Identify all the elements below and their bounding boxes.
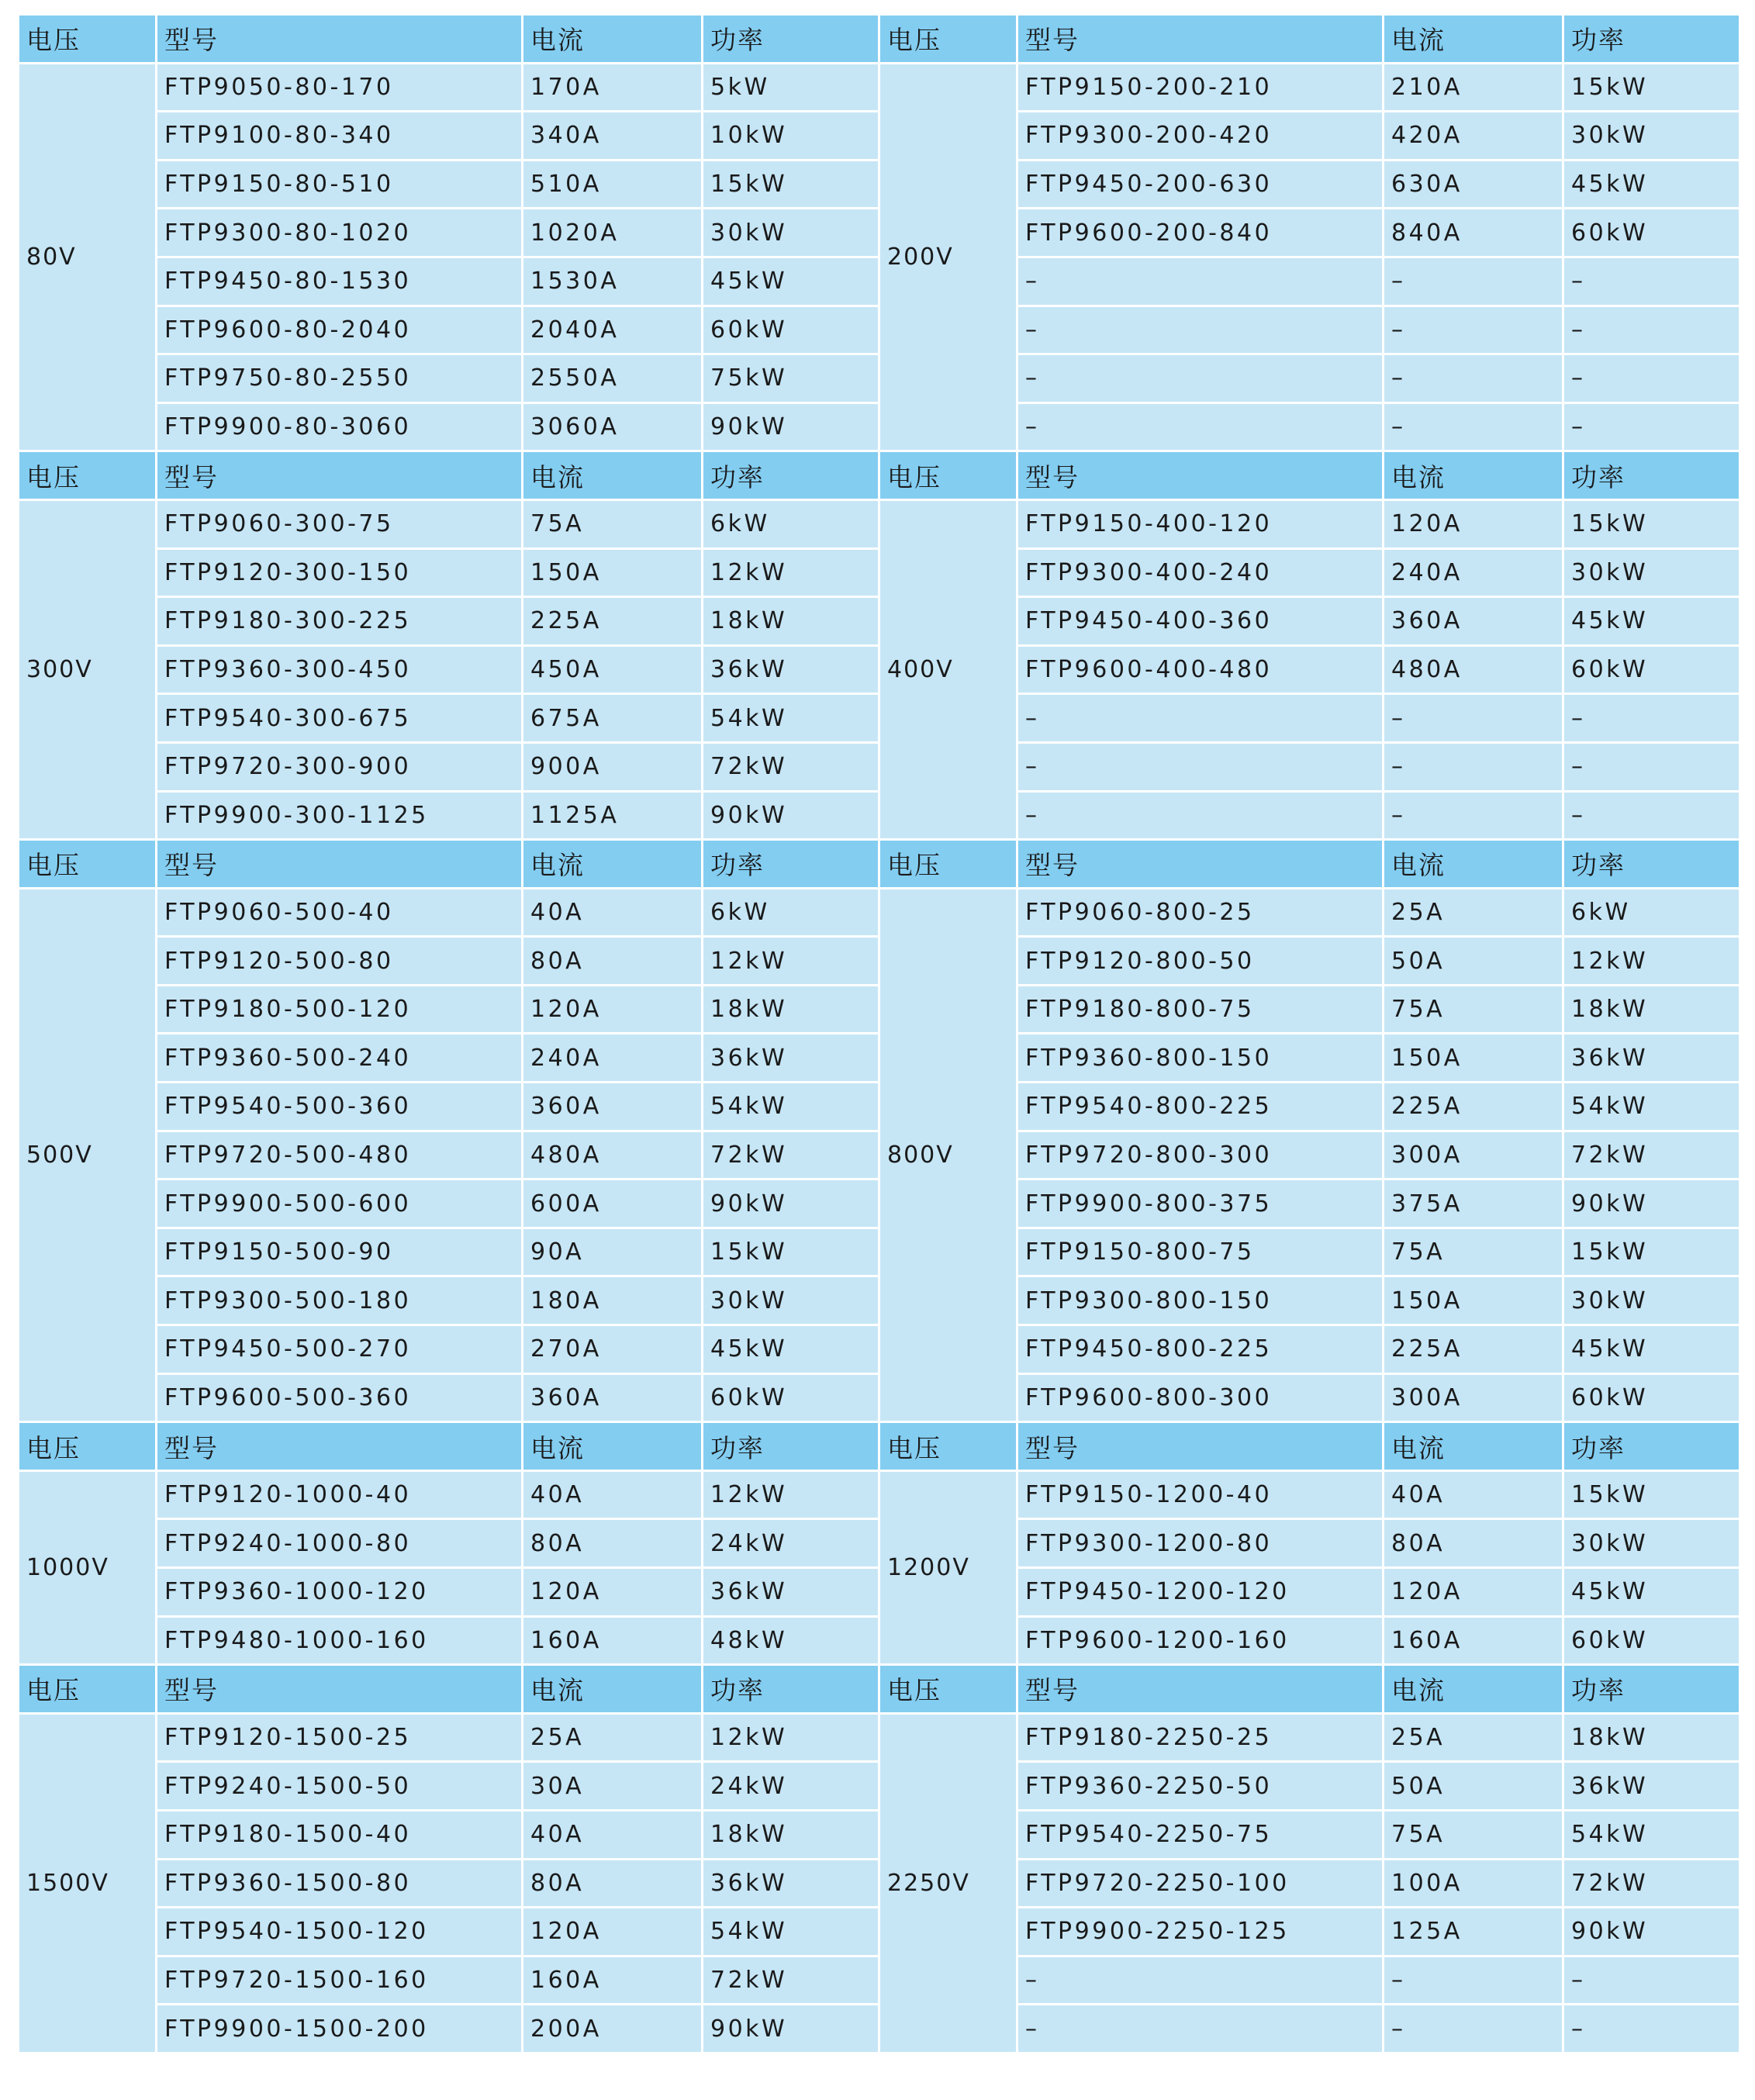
left-model-cell: FTP9240-1000-80: [157, 1519, 523, 1568]
right-power-cell: –: [1563, 257, 1740, 306]
table-row: [19, 1470, 1740, 1519]
left-voltage-cell: 500V: [19, 888, 157, 1422]
right-current-cell: 40A: [1384, 1470, 1563, 1519]
left-current-cell: 510A: [523, 160, 703, 209]
left-current-cell: 170A: [523, 63, 703, 112]
left-current-cell: 1530A: [523, 257, 703, 306]
left-current-cell: 3060A: [523, 402, 703, 451]
right-current-cell: 120A: [1384, 1568, 1563, 1617]
right-model-cell: –: [1017, 257, 1384, 306]
current-header: 电流: [523, 840, 703, 889]
left-power-cell: 30kW: [703, 1276, 879, 1325]
right-power-cell: 72kW: [1563, 1131, 1740, 1180]
current-header: 电流: [523, 1422, 703, 1471]
left-model-cell: FTP9540-300-675: [157, 694, 523, 743]
right-current-cell: 80A: [1384, 1519, 1563, 1568]
right-model-cell: –: [1017, 354, 1384, 403]
right-model-cell: FTP9720-2250-100: [1017, 1859, 1384, 1908]
right-model-cell: FTP9360-800-150: [1017, 1034, 1384, 1083]
right-model-cell: –: [1017, 306, 1384, 354]
left-power-cell: 60kW: [703, 306, 879, 354]
left-model-cell: FTP9300-80-1020: [157, 209, 523, 257]
left-power-cell: 15kW: [703, 160, 879, 209]
left-power-cell: 45kW: [703, 1325, 879, 1374]
left-model-cell: FTP9750-80-2550: [157, 354, 523, 403]
right-power-cell: 30kW: [1563, 112, 1740, 161]
left-power-cell: 72kW: [703, 742, 879, 791]
right-power-cell: –: [1563, 1956, 1740, 2005]
power-header: 功率: [1563, 1422, 1740, 1471]
right-power-cell: 36kW: [1563, 1034, 1740, 1083]
right-current-cell: 300A: [1384, 1373, 1563, 1422]
power-header: 功率: [703, 451, 879, 500]
section-header-row: [19, 451, 1740, 500]
voltage-header: 电压: [19, 1422, 157, 1471]
left-power-cell: 6kW: [703, 888, 879, 937]
right-current-cell: 125A: [1384, 1908, 1563, 1957]
right-model-cell: FTP9150-200-210: [1017, 63, 1384, 112]
right-current-cell: –: [1384, 306, 1563, 354]
left-power-cell: 60kW: [703, 1373, 879, 1422]
right-power-cell: 60kW: [1563, 1373, 1740, 1422]
left-power-cell: 12kW: [703, 1713, 879, 1762]
left-model-cell: FTP9450-80-1530: [157, 257, 523, 306]
power-header: 功率: [1563, 840, 1740, 889]
power-header: 功率: [703, 15, 879, 64]
right-current-cell: 25A: [1384, 1713, 1563, 1762]
left-model-cell: FTP9060-300-75: [157, 499, 523, 548]
left-model-cell: FTP9540-1500-120: [157, 1908, 523, 1957]
model-header: 型号: [157, 1665, 523, 1714]
left-model-cell: FTP9600-80-2040: [157, 306, 523, 354]
right-current-cell: 240A: [1384, 548, 1563, 597]
left-current-cell: 225A: [523, 597, 703, 646]
right-power-cell: 60kW: [1563, 645, 1740, 694]
right-power-cell: –: [1563, 742, 1740, 791]
left-current-cell: 30A: [523, 1762, 703, 1811]
right-current-cell: 75A: [1384, 985, 1563, 1034]
left-current-cell: 450A: [523, 645, 703, 694]
left-power-cell: 54kW: [703, 1908, 879, 1957]
right-current-cell: –: [1384, 402, 1563, 451]
right-model-cell: FTP9150-800-75: [1017, 1228, 1384, 1276]
model-header: 型号: [157, 451, 523, 500]
current-header: 电流: [1384, 840, 1563, 889]
model-header: 型号: [1017, 1422, 1384, 1471]
right-current-cell: –: [1384, 354, 1563, 403]
left-current-cell: 90A: [523, 1228, 703, 1276]
right-model-cell: FTP9060-800-25: [1017, 888, 1384, 937]
right-current-cell: 225A: [1384, 1325, 1563, 1374]
right-model-cell: FTP9450-200-630: [1017, 160, 1384, 209]
right-model-cell: FTP9180-2250-25: [1017, 1713, 1384, 1762]
right-model-cell: FTP9600-400-480: [1017, 645, 1384, 694]
left-power-cell: 54kW: [703, 694, 879, 743]
voltage-header: 电压: [879, 451, 1017, 500]
left-model-cell: FTP9720-1500-160: [157, 1956, 523, 2005]
right-power-cell: –: [1563, 791, 1740, 840]
left-model-cell: FTP9300-500-180: [157, 1276, 523, 1325]
left-current-cell: 270A: [523, 1325, 703, 1374]
left-current-cell: 600A: [523, 1180, 703, 1228]
left-model-cell: FTP9100-80-340: [157, 112, 523, 161]
left-current-cell: 120A: [523, 985, 703, 1034]
left-current-cell: 80A: [523, 937, 703, 986]
left-power-cell: 90kW: [703, 1180, 879, 1228]
right-model-cell: FTP9150-1200-40: [1017, 1470, 1384, 1519]
power-header: 功率: [1563, 15, 1740, 64]
left-model-cell: FTP9180-1500-40: [157, 1810, 523, 1859]
left-model-cell: FTP9360-1000-120: [157, 1568, 523, 1617]
left-model-cell: FTP9480-1000-160: [157, 1616, 523, 1665]
right-current-cell: –: [1384, 791, 1563, 840]
left-model-cell: FTP9150-80-510: [157, 160, 523, 209]
left-model-cell: FTP9450-500-270: [157, 1325, 523, 1374]
power-header: 功率: [703, 1422, 879, 1471]
section-header-row: [19, 15, 1740, 64]
table-row: [19, 63, 1740, 112]
right-voltage-cell: 200V: [879, 63, 1017, 451]
left-power-cell: 18kW: [703, 985, 879, 1034]
left-power-cell: 15kW: [703, 1228, 879, 1276]
left-current-cell: 180A: [523, 1276, 703, 1325]
right-current-cell: 375A: [1384, 1180, 1563, 1228]
right-model-cell: –: [1017, 742, 1384, 791]
left-model-cell: FTP9360-1500-80: [157, 1859, 523, 1908]
right-power-cell: 15kW: [1563, 1470, 1740, 1519]
right-power-cell: 6kW: [1563, 888, 1740, 937]
left-model-cell: FTP9360-300-450: [157, 645, 523, 694]
voltage-header: 电压: [19, 451, 157, 500]
right-current-cell: 100A: [1384, 1859, 1563, 1908]
right-current-cell: 150A: [1384, 1034, 1563, 1083]
right-power-cell: 45kW: [1563, 1568, 1740, 1617]
voltage-header: 电压: [879, 1665, 1017, 1714]
right-power-cell: 15kW: [1563, 499, 1740, 548]
voltage-header: 电压: [19, 15, 157, 64]
section-header-row: [19, 1422, 1740, 1471]
right-power-cell: 12kW: [1563, 937, 1740, 986]
left-current-cell: 900A: [523, 742, 703, 791]
right-model-cell: FTP9600-1200-160: [1017, 1616, 1384, 1665]
right-current-cell: –: [1384, 742, 1563, 791]
right-power-cell: 45kW: [1563, 597, 1740, 646]
left-power-cell: 24kW: [703, 1519, 879, 1568]
left-power-cell: 10kW: [703, 112, 879, 161]
left-current-cell: 80A: [523, 1859, 703, 1908]
right-current-cell: –: [1384, 1956, 1563, 2005]
left-model-cell: FTP9720-500-480: [157, 1131, 523, 1180]
left-model-cell: FTP9150-500-90: [157, 1228, 523, 1276]
left-power-cell: 48kW: [703, 1616, 879, 1665]
left-current-cell: 2040A: [523, 306, 703, 354]
right-current-cell: –: [1384, 694, 1563, 743]
left-model-cell: FTP9120-300-150: [157, 548, 523, 597]
left-power-cell: 12kW: [703, 937, 879, 986]
left-model-cell: FTP9540-500-360: [157, 1083, 523, 1131]
right-model-cell: –: [1017, 1956, 1384, 2005]
power-supply-spec-table: [17, 13, 1741, 2054]
left-current-cell: 40A: [523, 1810, 703, 1859]
left-current-cell: 120A: [523, 1568, 703, 1617]
left-model-cell: FTP9060-500-40: [157, 888, 523, 937]
model-header: 型号: [1017, 15, 1384, 64]
right-model-cell: –: [1017, 2005, 1384, 2053]
voltage-header: 电压: [879, 840, 1017, 889]
right-model-cell: FTP9360-2250-50: [1017, 1762, 1384, 1811]
right-power-cell: 54kW: [1563, 1810, 1740, 1859]
right-power-cell: –: [1563, 306, 1740, 354]
left-current-cell: 1020A: [523, 209, 703, 257]
right-power-cell: 30kW: [1563, 1276, 1740, 1325]
right-power-cell: 72kW: [1563, 1859, 1740, 1908]
left-current-cell: 360A: [523, 1373, 703, 1422]
right-current-cell: 120A: [1384, 499, 1563, 548]
left-current-cell: 240A: [523, 1034, 703, 1083]
power-header: 功率: [703, 1665, 879, 1714]
right-power-cell: 45kW: [1563, 1325, 1740, 1374]
model-header: 型号: [1017, 451, 1384, 500]
table-row: [19, 499, 1740, 548]
left-model-cell: FTP9360-500-240: [157, 1034, 523, 1083]
left-current-cell: 1125A: [523, 791, 703, 840]
right-voltage-cell: 1200V: [879, 1470, 1017, 1664]
right-current-cell: 360A: [1384, 597, 1563, 646]
left-model-cell: FTP9240-1500-50: [157, 1762, 523, 1811]
left-model-cell: FTP9050-80-170: [157, 63, 523, 112]
table-row: [19, 1713, 1740, 1762]
left-current-cell: 150A: [523, 548, 703, 597]
voltage-header: 电压: [879, 1422, 1017, 1471]
left-power-cell: 36kW: [703, 1568, 879, 1617]
left-power-cell: 30kW: [703, 209, 879, 257]
current-header: 电流: [523, 451, 703, 500]
right-current-cell: 75A: [1384, 1228, 1563, 1276]
right-power-cell: 90kW: [1563, 1180, 1740, 1228]
right-current-cell: –: [1384, 257, 1563, 306]
model-header: 型号: [157, 15, 523, 64]
power-header: 功率: [1563, 1665, 1740, 1714]
section-header-row: [19, 840, 1740, 889]
right-model-cell: FTP9180-800-75: [1017, 985, 1384, 1034]
left-power-cell: 90kW: [703, 791, 879, 840]
right-model-cell: –: [1017, 791, 1384, 840]
left-model-cell: FTP9900-500-600: [157, 1180, 523, 1228]
right-current-cell: 630A: [1384, 160, 1563, 209]
model-header: 型号: [157, 840, 523, 889]
right-power-cell: –: [1563, 354, 1740, 403]
power-header: 功率: [1563, 451, 1740, 500]
right-current-cell: 300A: [1384, 1131, 1563, 1180]
left-current-cell: 360A: [523, 1083, 703, 1131]
left-power-cell: 36kW: [703, 1034, 879, 1083]
right-voltage-cell: 2250V: [879, 1713, 1017, 2053]
left-current-cell: 480A: [523, 1131, 703, 1180]
right-model-cell: FTP9450-1200-120: [1017, 1568, 1384, 1617]
left-current-cell: 675A: [523, 694, 703, 743]
current-header: 电流: [1384, 15, 1563, 64]
right-current-cell: 480A: [1384, 645, 1563, 694]
right-power-cell: –: [1563, 2005, 1740, 2053]
left-model-cell: FTP9180-500-120: [157, 985, 523, 1034]
left-model-cell: FTP9120-1000-40: [157, 1470, 523, 1519]
left-current-cell: 340A: [523, 112, 703, 161]
right-voltage-cell: 800V: [879, 888, 1017, 1422]
left-power-cell: 36kW: [703, 1859, 879, 1908]
left-model-cell: FTP9120-500-80: [157, 937, 523, 986]
right-model-cell: FTP9540-2250-75: [1017, 1810, 1384, 1859]
right-power-cell: 18kW: [1563, 1713, 1740, 1762]
left-voltage-cell: 1500V: [19, 1713, 157, 2053]
right-current-cell: 210A: [1384, 63, 1563, 112]
right-current-cell: 150A: [1384, 1276, 1563, 1325]
left-power-cell: 18kW: [703, 1810, 879, 1859]
right-model-cell: –: [1017, 694, 1384, 743]
left-current-cell: 160A: [523, 1616, 703, 1665]
voltage-header: 电压: [19, 1665, 157, 1714]
left-power-cell: 45kW: [703, 257, 879, 306]
current-header: 电流: [523, 1665, 703, 1714]
right-current-cell: 50A: [1384, 1762, 1563, 1811]
left-model-cell: FTP9900-80-3060: [157, 402, 523, 451]
left-power-cell: 18kW: [703, 597, 879, 646]
right-current-cell: 225A: [1384, 1083, 1563, 1131]
left-power-cell: 72kW: [703, 1956, 879, 2005]
right-current-cell: –: [1384, 2005, 1563, 2053]
left-current-cell: 25A: [523, 1713, 703, 1762]
current-header: 电流: [1384, 1665, 1563, 1714]
left-current-cell: 200A: [523, 2005, 703, 2053]
right-power-cell: 60kW: [1563, 209, 1740, 257]
current-header: 电流: [1384, 451, 1563, 500]
right-model-cell: FTP9900-800-375: [1017, 1180, 1384, 1228]
right-model-cell: FTP9720-800-300: [1017, 1131, 1384, 1180]
left-current-cell: 2550A: [523, 354, 703, 403]
current-header: 电流: [523, 15, 703, 64]
right-power-cell: 36kW: [1563, 1762, 1740, 1811]
right-model-cell: FTP9300-400-240: [1017, 548, 1384, 597]
right-power-cell: 45kW: [1563, 160, 1740, 209]
left-model-cell: FTP9900-300-1125: [157, 791, 523, 840]
model-header: 型号: [1017, 840, 1384, 889]
right-power-cell: 60kW: [1563, 1616, 1740, 1665]
left-power-cell: 5kW: [703, 63, 879, 112]
right-current-cell: 25A: [1384, 888, 1563, 937]
left-voltage-cell: 1000V: [19, 1470, 157, 1664]
right-power-cell: 15kW: [1563, 1228, 1740, 1276]
left-power-cell: 90kW: [703, 402, 879, 451]
right-power-cell: 30kW: [1563, 1519, 1740, 1568]
left-voltage-cell: 80V: [19, 63, 157, 451]
section-header-row: [19, 1665, 1740, 1714]
right-current-cell: 50A: [1384, 937, 1563, 986]
left-power-cell: 6kW: [703, 499, 879, 548]
left-power-cell: 72kW: [703, 1131, 879, 1180]
right-power-cell: –: [1563, 402, 1740, 451]
left-power-cell: 36kW: [703, 645, 879, 694]
left-current-cell: 40A: [523, 888, 703, 937]
left-model-cell: FTP9900-1500-200: [157, 2005, 523, 2053]
left-current-cell: 160A: [523, 1956, 703, 2005]
left-voltage-cell: 300V: [19, 499, 157, 839]
right-model-cell: FTP9540-800-225: [1017, 1083, 1384, 1131]
right-power-cell: –: [1563, 694, 1740, 743]
right-model-cell: FTP9900-2250-125: [1017, 1908, 1384, 1957]
left-current-cell: 40A: [523, 1470, 703, 1519]
right-power-cell: 90kW: [1563, 1908, 1740, 1957]
right-current-cell: 160A: [1384, 1616, 1563, 1665]
table-row: [19, 888, 1740, 937]
left-power-cell: 75kW: [703, 354, 879, 403]
right-model-cell: FTP9600-800-300: [1017, 1373, 1384, 1422]
left-current-cell: 120A: [523, 1908, 703, 1957]
model-header: 型号: [157, 1422, 523, 1471]
voltage-header: 电压: [19, 840, 157, 889]
right-power-cell: 30kW: [1563, 548, 1740, 597]
left-model-cell: FTP9120-1500-25: [157, 1713, 523, 1762]
left-power-cell: 54kW: [703, 1083, 879, 1131]
right-model-cell: –: [1017, 402, 1384, 451]
right-current-cell: 75A: [1384, 1810, 1563, 1859]
right-model-cell: FTP9300-800-150: [1017, 1276, 1384, 1325]
right-power-cell: 54kW: [1563, 1083, 1740, 1131]
right-model-cell: FTP9300-1200-80: [1017, 1519, 1384, 1568]
right-model-cell: FTP9150-400-120: [1017, 499, 1384, 548]
right-power-cell: 18kW: [1563, 985, 1740, 1034]
left-current-cell: 80A: [523, 1519, 703, 1568]
right-voltage-cell: 400V: [879, 499, 1017, 839]
left-power-cell: 24kW: [703, 1762, 879, 1811]
model-header: 型号: [1017, 1665, 1384, 1714]
current-header: 电流: [1384, 1422, 1563, 1471]
left-model-cell: FTP9720-300-900: [157, 742, 523, 791]
voltage-header: 电压: [879, 15, 1017, 64]
right-model-cell: FTP9450-800-225: [1017, 1325, 1384, 1374]
left-current-cell: 75A: [523, 499, 703, 548]
left-power-cell: 12kW: [703, 1470, 879, 1519]
left-model-cell: FTP9600-500-360: [157, 1373, 523, 1422]
right-current-cell: 840A: [1384, 209, 1563, 257]
right-current-cell: 420A: [1384, 112, 1563, 161]
left-power-cell: 12kW: [703, 548, 879, 597]
right-model-cell: FTP9450-400-360: [1017, 597, 1384, 646]
left-power-cell: 90kW: [703, 2005, 879, 2053]
right-model-cell: FTP9120-800-50: [1017, 937, 1384, 986]
right-power-cell: 15kW: [1563, 63, 1740, 112]
right-model-cell: FTP9300-200-420: [1017, 112, 1384, 161]
power-header: 功率: [703, 840, 879, 889]
right-model-cell: FTP9600-200-840: [1017, 209, 1384, 257]
left-model-cell: FTP9180-300-225: [157, 597, 523, 646]
